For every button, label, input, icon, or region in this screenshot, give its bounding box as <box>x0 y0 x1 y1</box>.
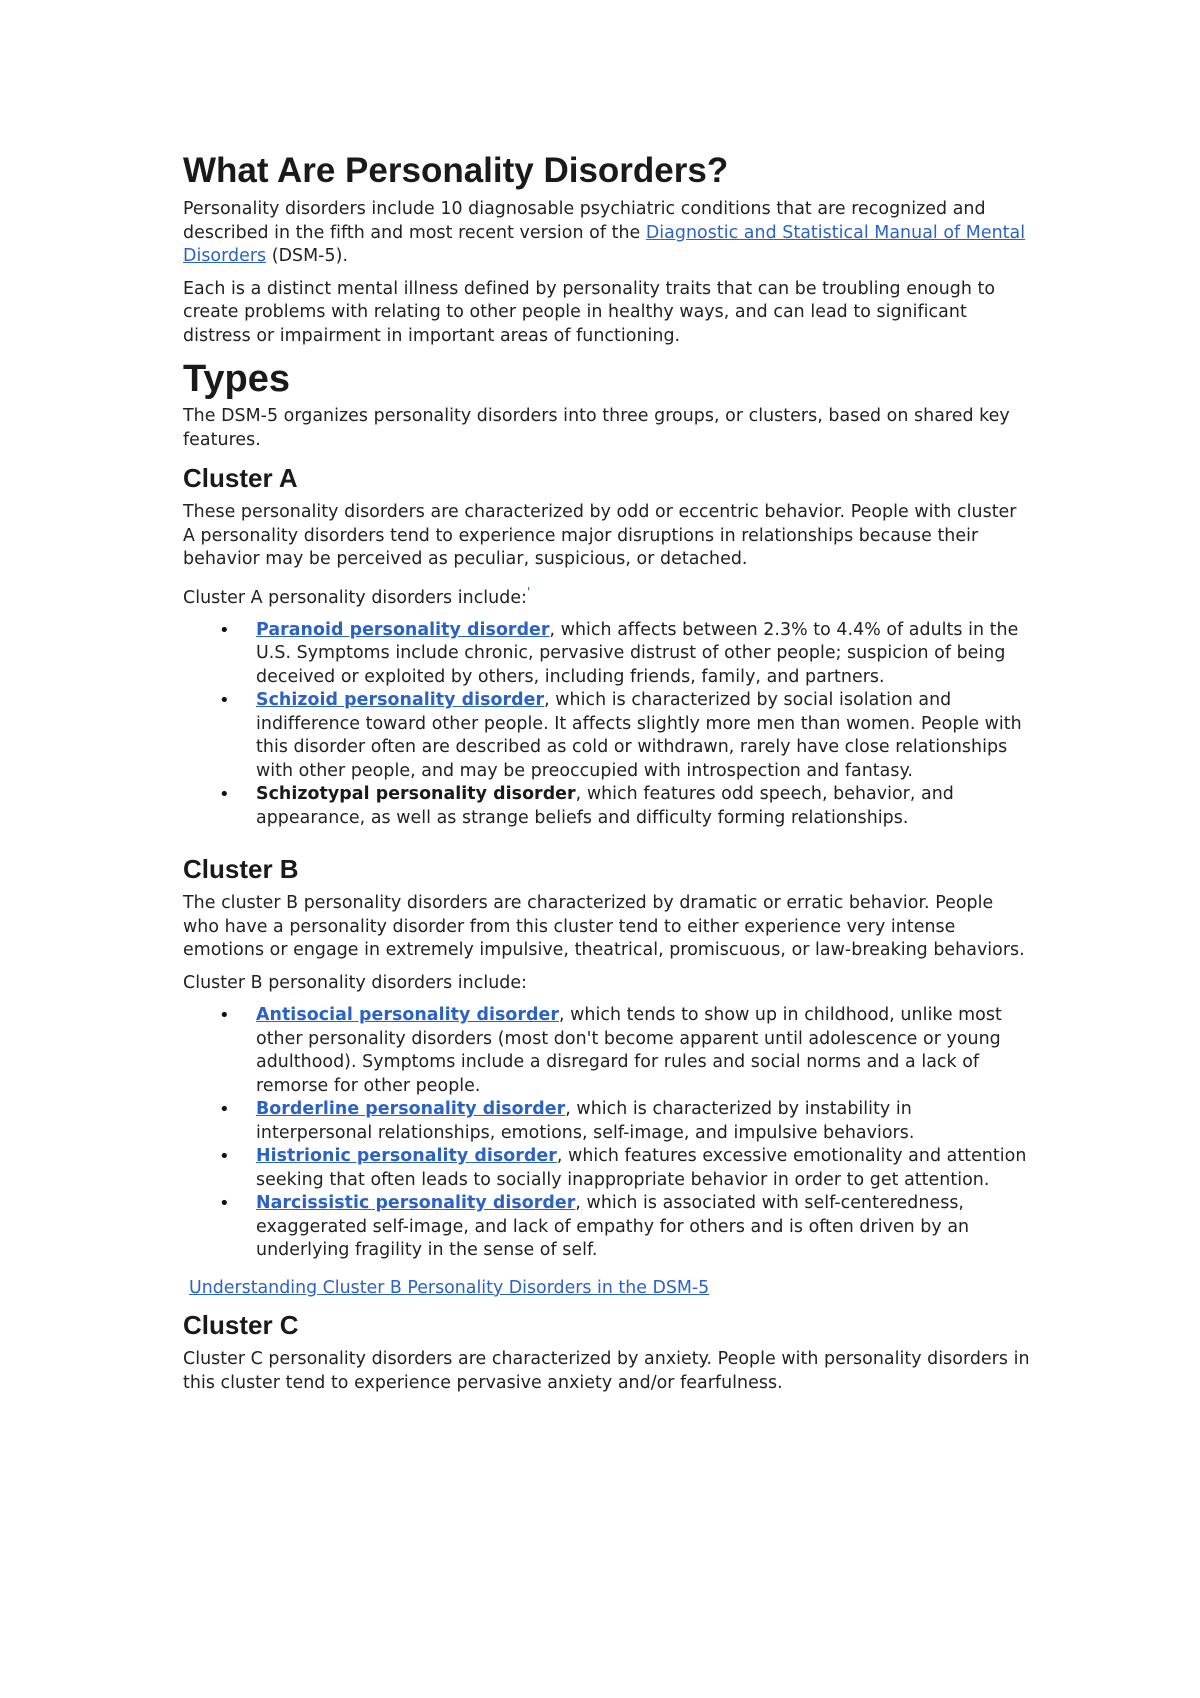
bullet-icon: • <box>219 690 230 712</box>
bullet-icon: • <box>219 1193 230 1215</box>
list-item <box>183 1004 1033 1098</box>
cluster-a-heading: Cluster A <box>183 463 298 493</box>
article-body <box>183 150 1033 1404</box>
list-item <box>183 619 1033 690</box>
narcissistic-link[interactable]: Narcissistic personality disorder <box>256 1193 576 1214</box>
page-title: What Are Personality Disorders? <box>183 151 729 190</box>
bullet-icon: • <box>219 1005 230 1027</box>
cluster-b-related-link[interactable]: Understanding Cluster B Personality Disorders in the DSM-5 <box>189 1277 710 1298</box>
list-item <box>183 1145 1033 1192</box>
cluster-b-paragraph: The cluster B personality disorders are characterized by dramatic or erratic behavior. People who have a personality disorder from this cluster tend to either experience very intense emotions or engage in extremely impulsive, theatrical, promiscuous, or law-breaking behaviors. <box>183 893 1025 961</box>
list-item-text: , which features excessive emotionality and attention seeking that often leads to socially inappropriate behavior in order to get attention. <box>256 1146 1027 1190</box>
bullet-icon: • <box>219 619 230 641</box>
cluster-a-include-text: Cluster A personality disorders include: <box>183 587 528 608</box>
intro-paragraph <box>183 198 1033 269</box>
paranoid-link[interactable]: Paranoid personality disorder <box>256 619 550 640</box>
list-item-text: , which tends to show up in childhood, unlike most other personality disorders (most don't become apparent until adolescence or young adulthood). Symptoms include a disregard for rules and social norms and a lack of remorse for other people. <box>256 1005 1002 1096</box>
list-item <box>183 783 1033 830</box>
related-link-block <box>189 1277 1033 1301</box>
section-spacer <box>183 830 1033 852</box>
histrionic-link[interactable]: Histrionic personality disorder <box>256 1146 557 1167</box>
list-item-text: , which is characterized by instability in interpersonal relationships, emotions, self-image, and impulsive behaviors. <box>256 1099 915 1143</box>
schizotypal-term: Schizotypal personality disorder <box>256 784 576 805</box>
types-paragraph: The DSM-5 organizes personality disorders into three groups, or clusters, based on shared key features. <box>183 406 1010 450</box>
borderline-link[interactable]: Borderline personality disorder <box>256 1099 566 1120</box>
bullet-icon: • <box>219 784 230 806</box>
cluster-c-paragraph: Cluster C personality disorders are characterized by anxiety. People with personality disorders in this cluster tend to experience pervasive anxiety and/or fearfulness. <box>183 1349 1030 1393</box>
cluster-b-include: Cluster B personality disorders include: <box>183 972 528 993</box>
list-item <box>183 1192 1033 1263</box>
cluster-b-heading: Cluster B <box>183 854 299 885</box>
dsm-link[interactable]: Diagnostic and Statistical Manual of Mental Disorders <box>183 222 1026 266</box>
schizoid-link[interactable]: Schizoid personality disorder <box>256 690 545 711</box>
cluster-c-heading: Cluster C <box>183 1310 299 1341</box>
list-item-text: , which is associated with self-centeredness, exaggerated self-image, and lack of empathy for others and is often driven by an underlying fragility in the sense of self. <box>256 1193 970 1261</box>
intro-text-before: Personality disorders include 10 diagnosable psychiatric conditions that are recognized and described in the fifth and most recent version of the <box>183 199 986 243</box>
list-item <box>183 1098 1033 1145</box>
bullet-icon: • <box>219 1099 230 1121</box>
intro-paragraph-2: Each is a distinct mental illness defined by personality traits that can be troubling enough to create problems with relating to other people in healthy ways, and can lead to significant distress or impairment in important areas of functioning. <box>183 278 996 346</box>
cluster-a-paragraph: These personality disorders are characterized by odd or eccentric behavior. People with cluster A personality disorders tend to experience major disruptions in relationships because their behavior may be perceived as peculiar, suspicious, or detached. <box>183 502 1017 569</box>
citation-mark[interactable]: ' <box>527 584 531 599</box>
list-item-text: , which affects between 2.3% to 4.4% of adults in the U.S. Symptoms include chronic, pervasive distrust of other people; suspicion of being deceived or exploited by others, including friends, family, and partners. <box>256 619 1019 687</box>
cluster-b-list <box>183 1004 1033 1263</box>
bullet-icon: • <box>219 1146 230 1168</box>
types-heading: Types <box>183 358 291 400</box>
antisocial-link[interactable]: Antisocial personality disorder <box>256 1005 559 1026</box>
list-item-text: , which is characterized by social isolation and indifference toward other people. It affects slightly more men than women. People with this disorder often are described as cold or withdrawn, rarely have close relationships with other people, and may be preoccupied with introspection and fantasy. <box>256 690 1022 781</box>
list-item-text: , which features odd speech, behavior, and appearance, as well as strange beliefs and difficulty forming relationships. <box>256 784 954 828</box>
cluster-a-list <box>183 619 1033 831</box>
intro-text-after: (DSM-5). <box>266 246 349 266</box>
list-item <box>183 689 1033 783</box>
cluster-a-include <box>183 581 1033 610</box>
